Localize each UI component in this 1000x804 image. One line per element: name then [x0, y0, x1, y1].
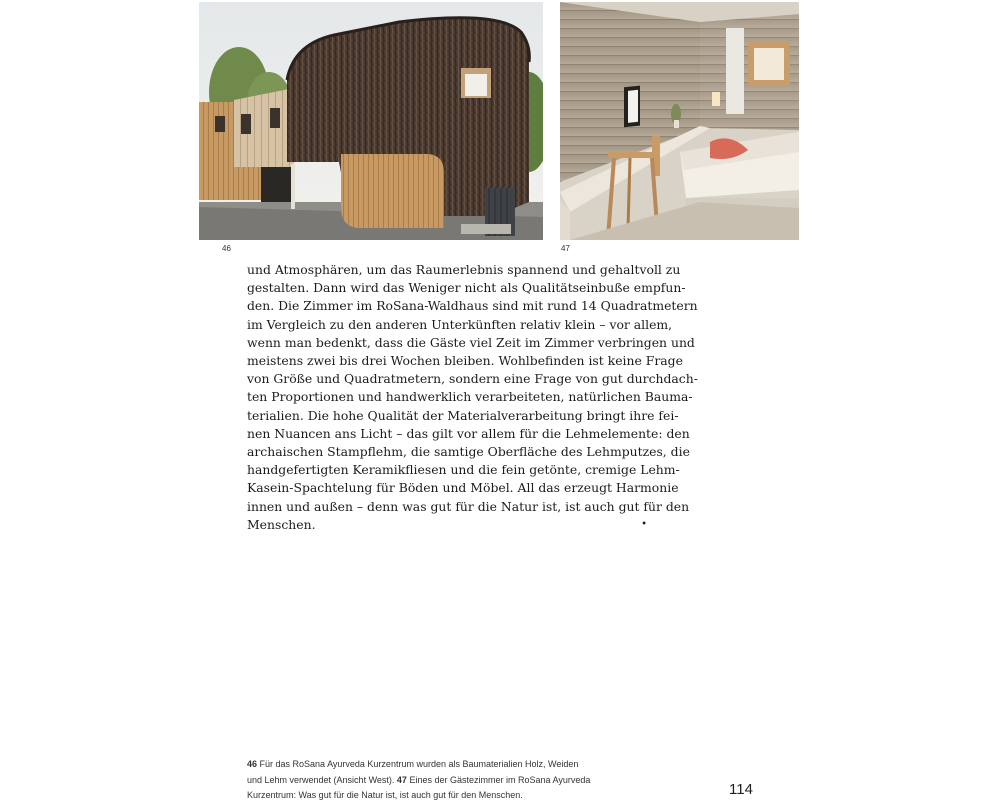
caption-text: Eines der Gästezimmer im RoSana Ayurveda [409, 774, 591, 785]
page-number: 114 [729, 781, 753, 798]
caption-text: Kurzentrum: Was gut für die Natur ist, ist auch gut für den Menschen. [247, 790, 523, 800]
photo-house-exterior [199, 2, 543, 240]
body-line: archaischen Stampflehm, die samtige Oberfläche des Lehmputzes, die [247, 444, 690, 460]
caption-number-47: 47 [396, 774, 407, 785]
caption-text: Für das RoSana Ayurveda Kurzentrum wurden als Baumaterialien Holz, Weiden [259, 759, 579, 769]
house-exterior-image [199, 2, 543, 240]
body-line: Menschen. [247, 516, 316, 532]
figure-captions [247, 757, 667, 804]
figure-number-47: 47 [561, 244, 570, 253]
body-line: wenn man bedenkt, dass die Gäste viel Zeit im Zimmer verbringen und [247, 334, 695, 350]
body-text [247, 261, 698, 534]
caption-line [247, 788, 667, 804]
body-line: den. Die Zimmer im RoSana-Waldhaus sind mit rund 14 Quadratmetern [247, 298, 698, 314]
body-line: innen und außen – denn was gut für die Natur ist, ist auch gut für den [247, 498, 690, 514]
body-line: im Vergleich zu den anderen Unterkünften relativ klein – vor allem, [247, 316, 673, 332]
caption-text: und Lehm verwendet (Ansicht West). [247, 774, 395, 785]
caption-number-46: 46 [247, 759, 258, 769]
body-line: terialien. Die hohe Qualität der Materialverarbeitung bringt ihre fei- [247, 407, 679, 423]
body-line: nen Nuancen ans Licht – das gilt vor allem für die Lehmelemente: den [247, 425, 690, 441]
body-line: und Atmosphären, um das Raumerlebnis spannend und gehaltvoll zu [247, 262, 681, 277]
end-of-article-mark: • [641, 518, 647, 530]
guest-room-image [560, 2, 799, 240]
caption-line [247, 757, 667, 773]
body-line-last [247, 516, 647, 534]
body-line: Kasein-Spachtelung für Böden und Möbel. All das erzeugt Harmonie [247, 480, 679, 496]
body-line: meistens zwei bis drei Wochen bleiben. Wohlbefinden ist keine Frage [247, 353, 683, 369]
figure-number-46: 46 [222, 244, 231, 253]
caption-line [247, 773, 667, 789]
photo-guest-room [560, 2, 799, 240]
body-line: ten Proportionen und handwerklich verarbeiteten, natürlichen Bauma- [247, 389, 693, 405]
body-line: gestalten. Dann wird das Weniger nicht als Qualitätseinbuße empfun- [247, 280, 686, 296]
body-line: handgefertigten Keramikfliesen und die fein getönte, cremige Lehm- [247, 462, 680, 478]
body-line: von Größe und Quadratmetern, sondern eine Frage von gut durchdach- [247, 371, 698, 387]
